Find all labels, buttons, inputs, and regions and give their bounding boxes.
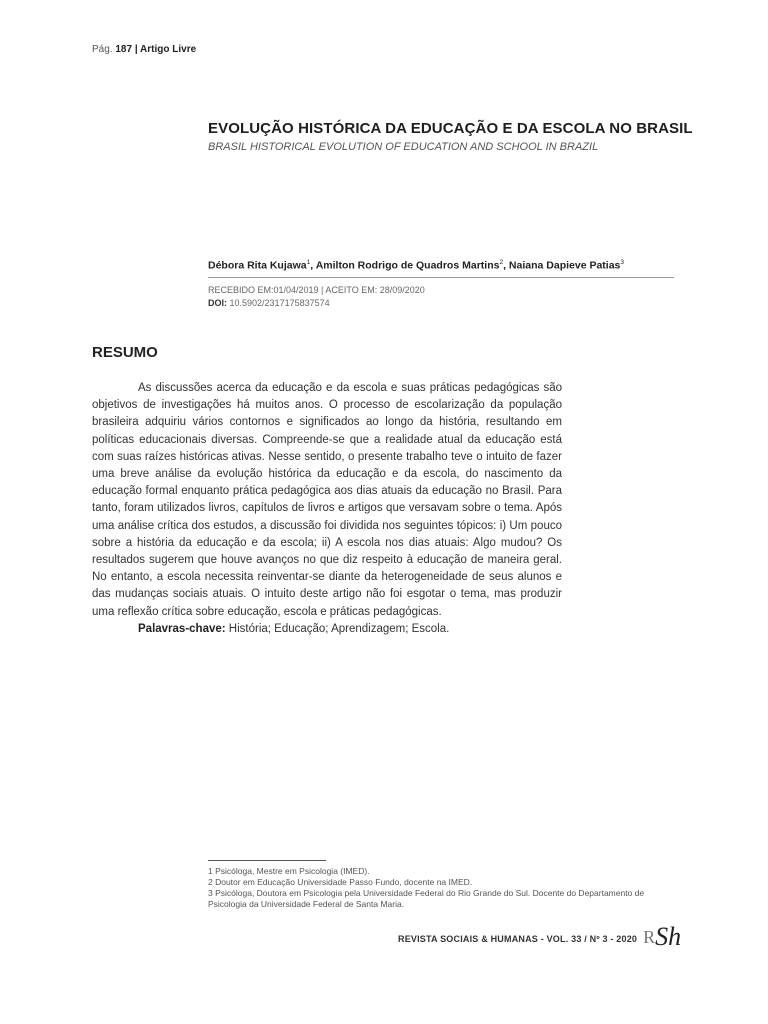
footnote-3: 3 Psicóloga, Doutora em Psicologia pela Universidade Federal do Rio Grande do Sul. Docente do Departamento de Psicologia da Universidade Federal de Santa Maria. [208,888,645,909]
author-name: Débora Rita Kujawa [208,259,307,272]
author-ref: 2 [499,259,504,266]
author-name: Naiana Dapieve Patias [508,259,621,272]
resumo-heading: RESUMO [92,344,158,361]
abstract-text: As discussões acerca da educação e da escola e suas práticas pedagógicas são objetivos de investigações há muitos anos. O processo de escolarização da população brasileira adquiriu vários contornos e significados ao longo da história, resultando em políticas educacionais diversas. Compreende-se que a realidade atual da educação está com suas raízes históricas ativas. Nesse sentido, o presente trabalho teve o intuito de fazer uma breve análise da evolução histórica da educação e da escola, do nascimento da educação formal enquanto prática pedagógica aos dias atuais da educação no Brasil. Para tanto, foram utilizados livros, capítulos de livros e artigos que versavam sobre o tema. Após uma análise crítica dos estudos, a discussão foi dividida nos seguintes tópicos: i) Um pouco sobre a história da educação e da escola; ii) A escola nos dias atuais: Algo mudou? Os resultados sugerem que houve avanços no que diz respeito à educação de maneira geral. No entanto, a escola necessita reinventar-se diante da heterogeneidade de seus alunos e das mudanças sociais atuais. O intuito deste artigo não foi esgotar o tema, mas produzir uma reflexão crítica sobre educação, escola e práticas pedagógicas. [92,382,562,618]
author-ref: 3 [620,259,625,266]
journal-logo: $^R$Sh [643,922,682,951]
doi-line [208,297,425,310]
journal-citation: REVISTA SOCIAIS & HUMANAS - VOL. 33 / Nº 3 - 2020 [398,934,638,944]
page-number: 187 [115,44,133,55]
footnote-2: 2 Doutor em Educação Universidade Passo Fundo, docente na IMED. [208,877,473,887]
article-meta [208,284,425,310]
journal-footer [398,924,681,950]
keywords-text: História; Educação; Aprendizagem; Escola. [225,622,450,635]
keywords [92,621,562,638]
section-label: | Artigo Livre [134,44,197,55]
author-name: Amilton Rodrigo de Quadros Martins [315,259,500,272]
footnotes [208,866,678,910]
article-subtitle: BRASIL HISTORICAL EVOLUTION OF EDUCATION AND SCHOOL IN BRAZIL [208,141,599,153]
received-accepted-dates: RECEBIDO EM:01/04/2019 | ACEITO EM: 28/09/2020 [208,285,425,295]
authors: Débora Rita Kujawa$^1$, Amilton Rodrigo de Quadros Martins$^2$, Naiana Dapieve Patias$^3$ [208,259,625,272]
doi-label: DOI: [208,298,227,308]
keywords-label: Palavras-chave: [138,622,226,635]
footnote-divider [208,860,326,861]
article-title: EVOLUÇÃO HISTÓRICA DA EDUCAÇÃO E DA ESCOLA NO BRASIL [208,120,693,137]
author-ref: 1 [306,259,311,266]
header-divider [208,277,674,278]
doi-value: 10.5902/2317175837574 [229,298,330,308]
footnote-1: 1 Psicóloga, Mestre em Psicologia (IMED). [208,866,370,876]
page-label: Pág. [92,44,113,55]
abstract [92,380,562,638]
title-block [208,120,693,153]
page-header [92,44,196,55]
